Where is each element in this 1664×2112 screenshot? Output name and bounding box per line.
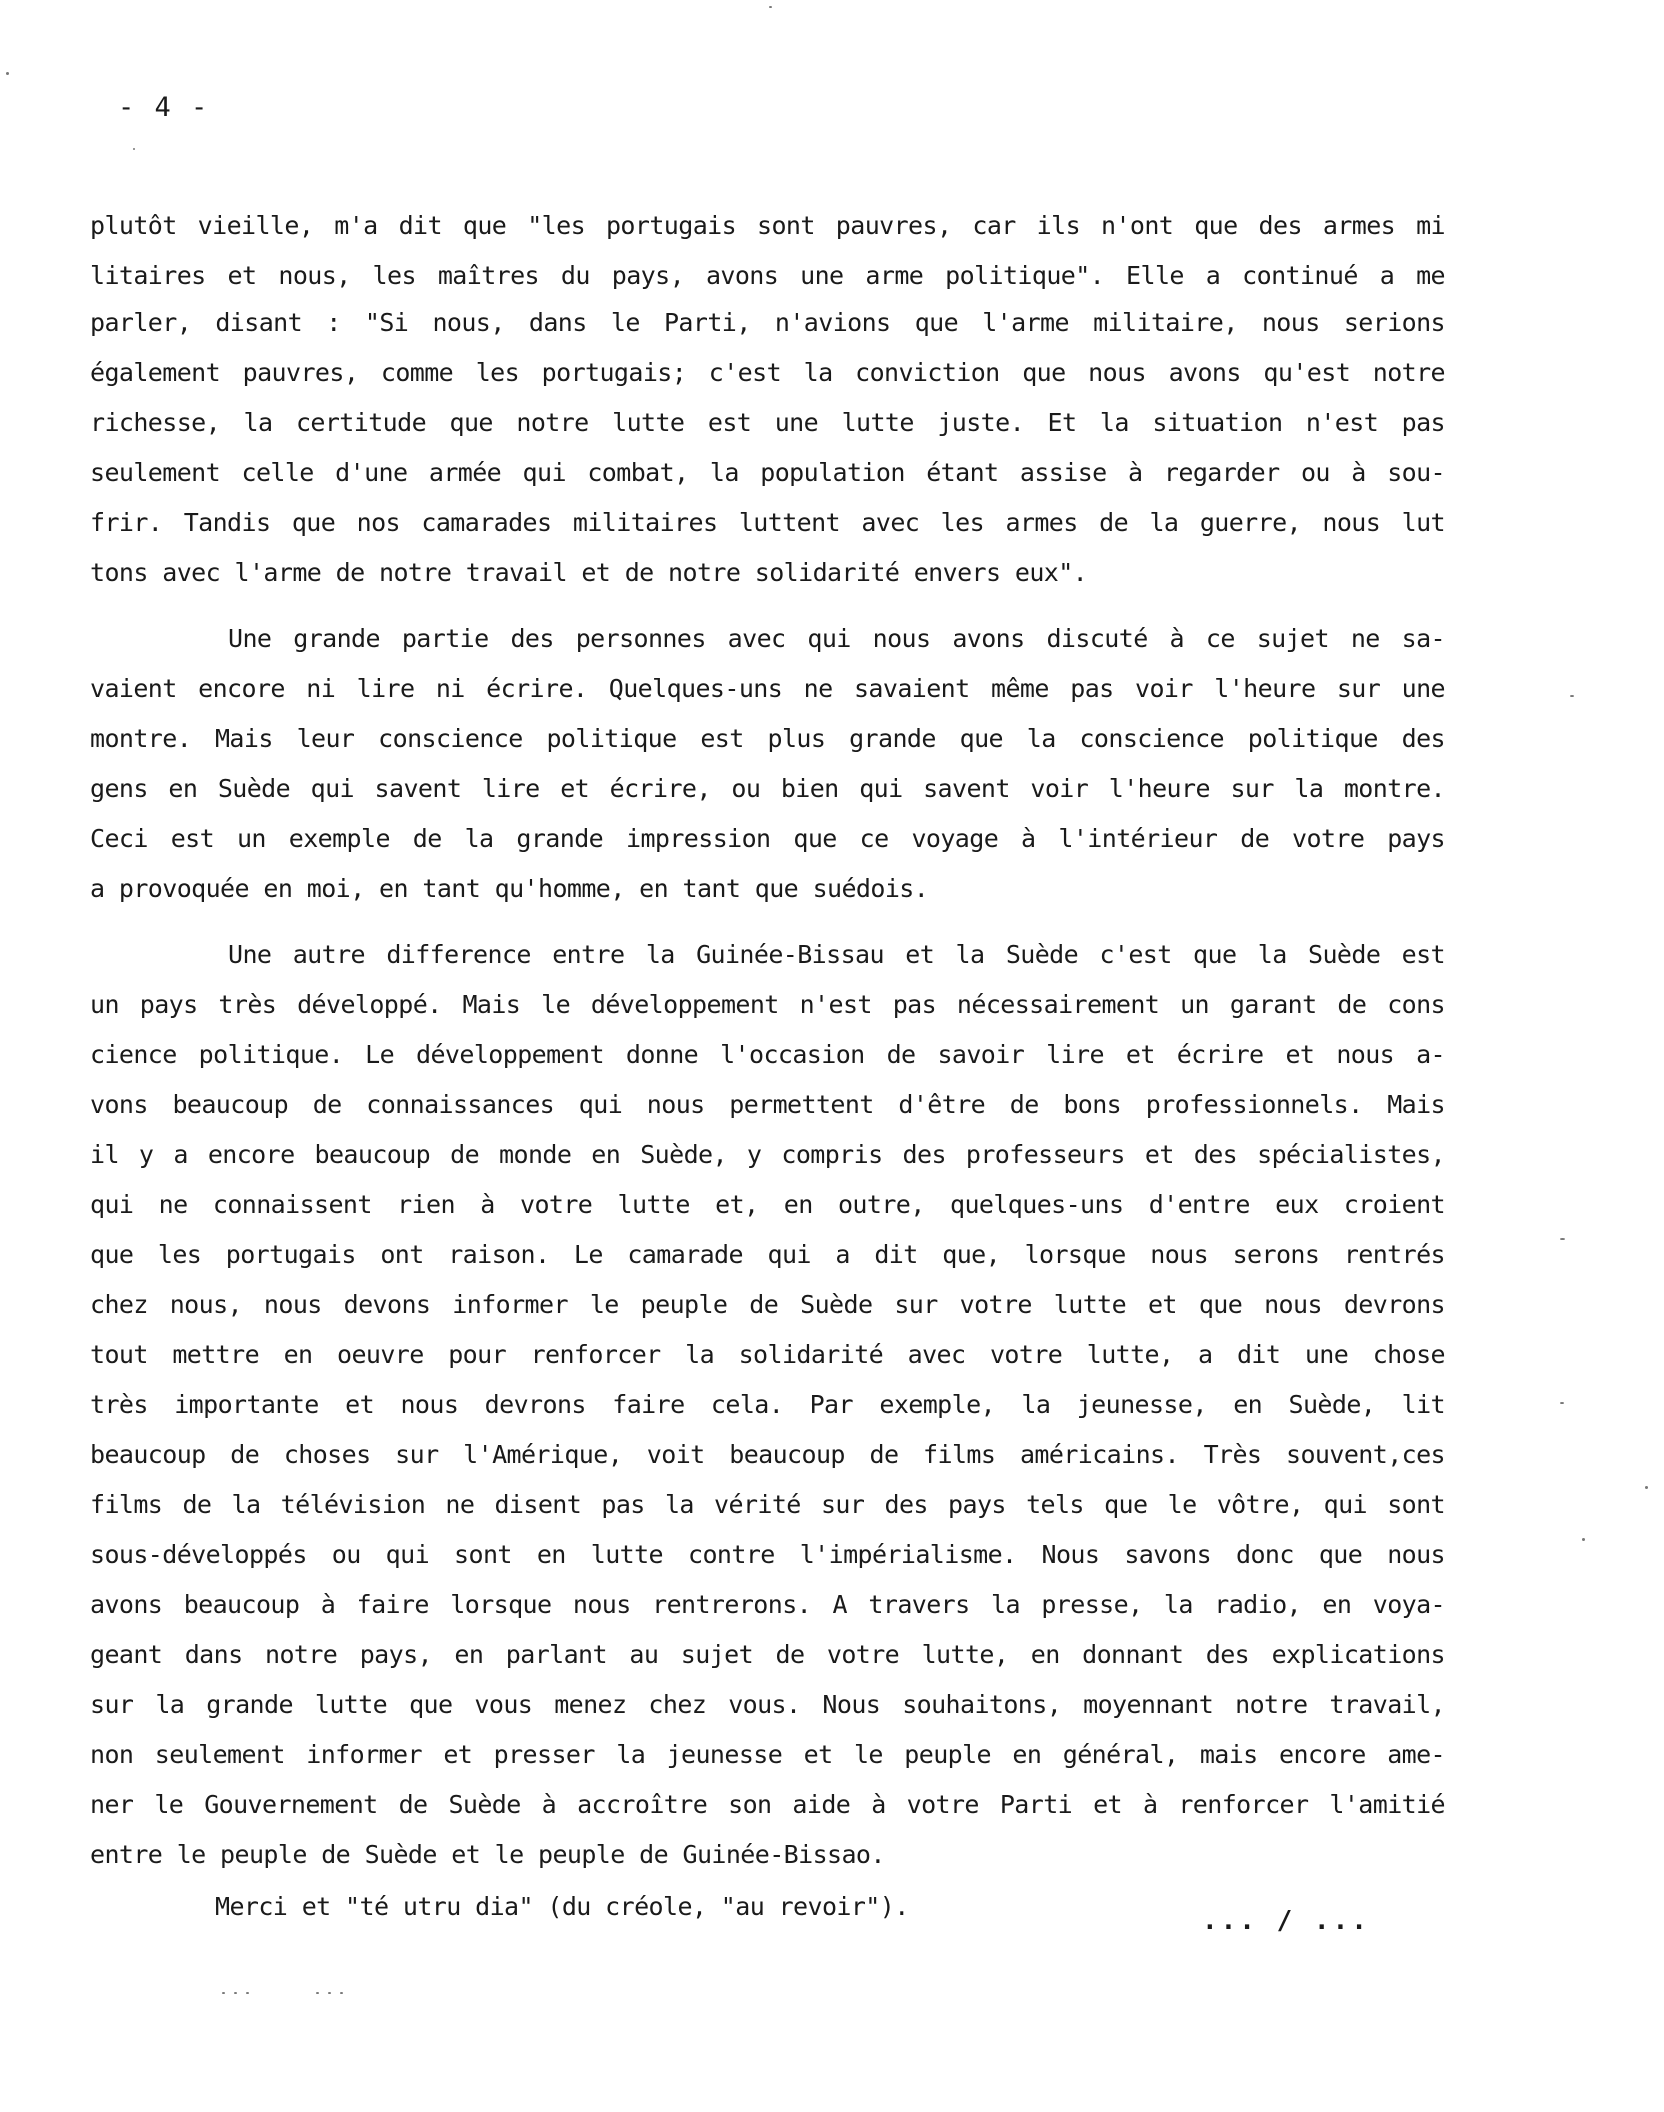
scan-speck xyxy=(340,1992,343,1994)
scan-speck xyxy=(1560,1238,1565,1240)
text-line: seulement celle d'une armée qui combat, la population étant assise à regarder ou à sou- xyxy=(90,458,1445,487)
text-line: litaires et nous, les maîtres du pays, avons une arme politique". Elle a continué a me xyxy=(90,261,1445,290)
scan-speck xyxy=(328,1992,331,1994)
text-line: ner le Gouvernement de Suède à accroître son aide à votre Parti et à renforcer l'amitié xyxy=(90,1790,1445,1819)
text-line: non seulement informer et presser la jeunesse et le peuple en général, mais encore ame- xyxy=(90,1740,1445,1769)
text-line: gens en Suède qui savent lire et écrire, ou bien qui savent voir l'heure sur la montre. xyxy=(90,774,1445,803)
text-line: frir. Tandis que nos camarades militaires luttent avec les armes de la guerre, nous lut xyxy=(90,508,1445,537)
text-line: tout mettre en oeuvre pour renforcer la solidarité avec votre lutte, a dit une chose xyxy=(90,1340,1445,1369)
text-line: sous-développés ou qui sont en lutte contre l'impérialisme. Nous savons donc que nous xyxy=(90,1540,1445,1569)
scan-speck xyxy=(1582,1538,1585,1541)
text-line: il y a encore beaucoup de monde en Suède, y compris des professeurs et des spécialistes, xyxy=(90,1140,1445,1169)
text-line: qui ne connaissent rien à votre lutte et, en outre, quelques-uns d'entre eux croient xyxy=(90,1190,1445,1219)
scan-speck xyxy=(769,6,772,8)
text-line: que les portugais ont raison. Le camarade qui a dit que, lorsque nous serons rentrés xyxy=(90,1240,1445,1269)
text-line: montre. Mais leur conscience politique est plus grande que la conscience politique des xyxy=(90,724,1445,753)
text-line: très importante et nous devrons faire cela. Par exemple, la jeunesse, en Suède, lit xyxy=(90,1390,1445,1419)
text-line: sur la grande lutte que vous menez chez vous. Nous souhaitons, moyennant notre travail, xyxy=(90,1690,1445,1719)
text-line: également pauvres, comme les portugais; c'est la conviction que nous avons qu'est notre xyxy=(90,358,1445,387)
continuation-marker: ... / ... xyxy=(1202,1906,1370,1936)
text-line: a provoquée en moi, en tant qu'homme, en tant que suédois. xyxy=(90,874,929,903)
text-line: cience politique. Le développement donne l'occasion de savoir lire et écrire et nous a- xyxy=(90,1040,1445,1069)
text-line: parler, disant : "Si nous, dans le Parti, n'avions que l'arme militaire, nous serions xyxy=(90,308,1445,337)
text-line: un pays très développé. Mais le développement n'est pas nécessairement un garant de cons xyxy=(90,990,1445,1019)
scan-speck xyxy=(1570,695,1574,697)
text-line: entre le peuple de Suède et le peuple de Guinée-Bissao. xyxy=(90,1840,885,1869)
text-line: chez nous, nous devons informer le peuple de Suède sur votre lutte et que nous devrons xyxy=(90,1290,1445,1319)
text-line: tons avec l'arme de notre travail et de notre solidarité envers eux". xyxy=(90,558,1088,587)
text-line: vons beaucoup de connaissances qui nous permettent d'être de bons professionnels. Mais xyxy=(90,1090,1445,1119)
text-line: films de la télévision ne disent pas la vérité sur des pays tels que le vôtre, qui sont xyxy=(90,1490,1445,1519)
scan-speck xyxy=(6,72,9,75)
text-line: vaient encore ni lire ni écrire. Quelques-uns ne savaient même pas voir l'heure sur une xyxy=(90,674,1445,703)
scan-speck xyxy=(1645,1486,1648,1489)
scan-speck xyxy=(246,1992,249,1994)
text-line: Une autre difference entre la Guinée-Bissau et la Suède c'est que la Suède est xyxy=(228,940,1445,969)
closing-line: Merci et "té utru dia" (du créole, "au revoir"). xyxy=(215,1892,909,1921)
scan-speck xyxy=(316,1992,319,1994)
text-line: richesse, la certitude que notre lutte est une lutte juste. Et la situation n'est pas xyxy=(90,408,1445,437)
scan-speck xyxy=(234,1992,237,1994)
text-line: beaucoup de choses sur l'Amérique, voit beaucoup de films américains. Très souvent,ces xyxy=(90,1440,1445,1469)
scan-speck xyxy=(133,148,135,150)
text-line: Une grande partie des personnes avec qui nous avons discuté à ce sujet ne sa- xyxy=(228,624,1445,653)
text-line: geant dans notre pays, en parlant au sujet de votre lutte, en donnant des explications xyxy=(90,1640,1445,1669)
text-line: Ceci est un exemple de la grande impression que ce voyage à l'intérieur de votre pays xyxy=(90,824,1445,853)
text-line: plutôt vieille, m'a dit que "les portugais sont pauvres, car ils n'ont que des armes mi xyxy=(90,211,1445,240)
text-line: avons beaucoup à faire lorsque nous rentrerons. A travers la presse, la radio, en voya- xyxy=(90,1590,1445,1619)
scan-speck xyxy=(222,1992,225,1994)
scan-speck xyxy=(1560,1402,1564,1404)
page-number: - 4 - xyxy=(118,92,210,123)
